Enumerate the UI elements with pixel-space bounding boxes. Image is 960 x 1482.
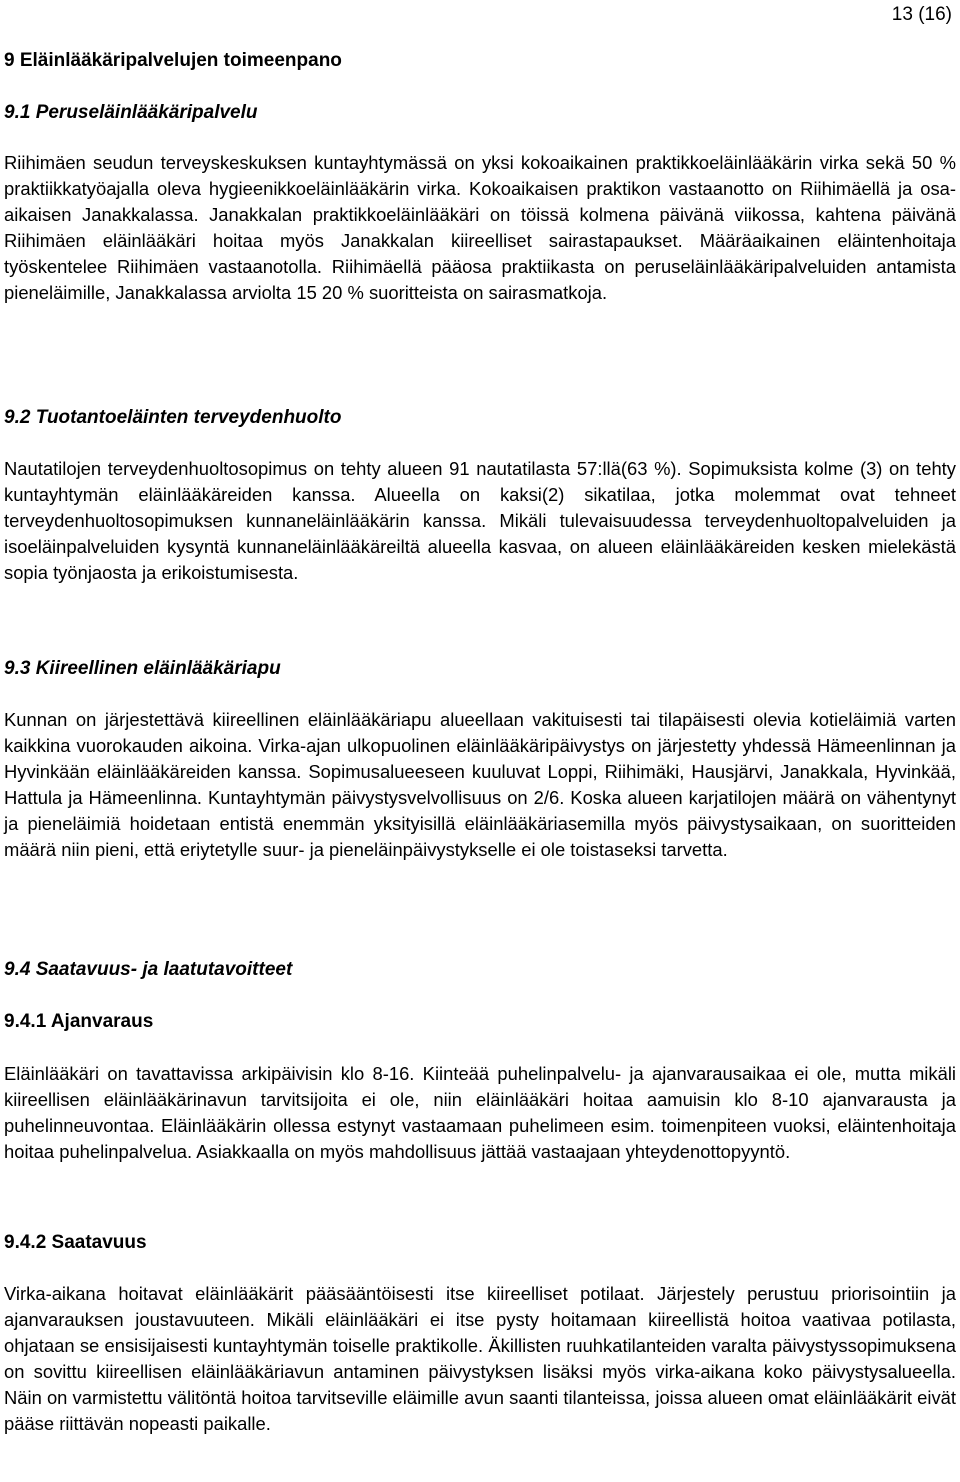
page-number: 13 (16) — [891, 4, 952, 25]
heading-9-2: 9.2 Tuotantoeläinten terveydenhuolto — [4, 407, 342, 428]
section-9-2 — [4, 406, 956, 430]
paragraph-9-4-2: Virka-aikana hoitavat eläinlääkärit pääsääntöisesti itse kiireelliset potilaat. Järjestely perustuu priorisointiin ja ajanvarauksen joustavuuteen. Mikäli eläinlääkäri ei itse pysty hoitamaan kiireellistä hoitoa vaativaa potilasta, ohjataan se ensisijaisesti kuntayhtymän toiselle praktikolle. Äkillisten ruuhkatilanteiden varalta päivystyssopimuksena on sovittu kiireellisen eläinlääkäriavun antaminen päivystyksen lisäksi myös virka-aikana koko päivystysalueella. Näin on varmistettu välitöntä hoitoa tarvitseville eläimille avun saanti tilanteissa, joissa alueen omat eläinlääkärit eivät pääse riittävän nopeasti paikalle. — [4, 1283, 956, 1434]
heading-9-4-1: 9.4.1 Ajanvaraus — [4, 1011, 154, 1032]
heading-9: 9 Eläinlääkäripalvelujen toimeenpano — [4, 50, 342, 71]
section-9-3-body — [4, 707, 956, 863]
section-9-4-1-body — [4, 1061, 956, 1165]
paragraph-9-4-1: Eläinlääkäri on tavattavissa arkipäivisin klo 8-16. Kiinteää puhelinpalvelu- ja ajanvarausaikaa ei ole, mutta mikäli kiireellisen eläinlääkärinavun tarvitsijoita ei ole, niin eläinlääkäri hoitaa aamuisin klo 8-10 ajanvarausta ja puhelinneuvontaa. Eläinlääkärin ollessa estynyt vastaamaan puhelimeen esim. toimenpiteen vuoksi, eläintenhoitaja hoitaa puhelinpalvelua. Asiakkaalla on myös mahdollisuus jättää vastaajaan yhteydenottopyyntö. — [4, 1063, 956, 1162]
section-9-4-2-body — [4, 1281, 956, 1437]
heading-9-1: 9.1 Peruseläinlääkäripalvelu — [4, 102, 258, 123]
heading-9-3: 9.3 Kiireellinen eläinlääkäriapu — [4, 658, 281, 679]
paragraph-9-3: Kunnan on järjestettävä kiireellinen eläinlääkäriapu alueellaan vakituisesti tai tilapäisesti olevia kotieläimiä varten kaikkina vuorokauden aikoina. Virka-ajan ulkopuolinen eläinlääkäripäivystys on järjestetty yhdessä Hämeenlinnan ja Hyvinkään eläinlääkäreiden kanssa. Sopimusalueeseen kuuluvat Loppi, Riihimäki, Hausjärvi, Janakkala, Hyvinkää, Hattula ja Hämeenlinna. Kuntayhtymän päivystysvelvollisuus on 2/6. Koska alueen karjatilojen määrä on vähentynyt ja pieneläimiä hoidetaan entistä enemmän yksityisillä eläinlääkäriasemilla myös päivystysaikaan, on suoritteiden määrä niin pieni, että eriytetylle suur- ja pieneläinpäivystykselle ei ole toistaseksi tarvetta. — [4, 709, 956, 860]
section-9 — [4, 49, 956, 73]
paragraph-9-2: Nautatilojen terveydenhuoltosopimus on tehty alueen 91 nautatilasta 57:llä(63 %). Sopimuksista kolme (3) on tehty kuntayhtymän eläinlääkäreiden kanssa. Alueella on kaksi(2) sikatilaa, jotka molemmat ovat tehneet terveydenhuoltosopimuksen kunnaneläinlääkärin kanssa. Mikäli tulevaisuudessa terveydenhuoltopalveluiden ja isoeläinpalveluiden kysyntä kunnaneläinlääkäreiltä alueella kasvaa, on alueen eläinlääkäreiden kesken mielekästä sopia työnjaosta ja erikoistumisesta. — [4, 458, 956, 583]
section-9-4-2 — [4, 1231, 956, 1255]
section-9-2-body — [4, 456, 956, 586]
heading-9-4: 9.4 Saatavuus- ja laatutavoitteet — [4, 959, 293, 980]
heading-9-4-2: 9.4.2 Saatavuus — [4, 1232, 147, 1253]
section-9-1-body — [4, 150, 956, 306]
paragraph-9-1: Riihimäen seudun terveyskeskuksen kuntayhtymässä on yksi kokoaikainen praktikkoeläinlääkärin virka sekä 50 % praktiikkatyöajalla oleva hygieenikkoeläinlääkärin virka. Kokoaikaisen praktikon vastaanotto on Riihimäellä ja osa-aikaisen Janakkalassa. Janakkalan praktikkoeläinlääkäri on töissä kolmena päivänä viikossa, kahtena päivänä Riihimäen eläinlääkäri hoitaa myös Janakkalan kiireelliset sairastapaukset. Määräaikainen eläintenhoitaja työskentelee Riihimäen vastaanotolla. Riihimäellä pääosa praktiikasta on peruseläinlääkäripalveluiden antamista pieneläimille, Janakkalassa arviolta 15 20 % suoritteista on sairasmatkoja. — [4, 152, 956, 303]
section-9-1 — [4, 101, 956, 125]
section-9-3 — [4, 657, 956, 681]
section-9-4 — [4, 958, 956, 982]
section-9-4-1 — [4, 1010, 956, 1034]
